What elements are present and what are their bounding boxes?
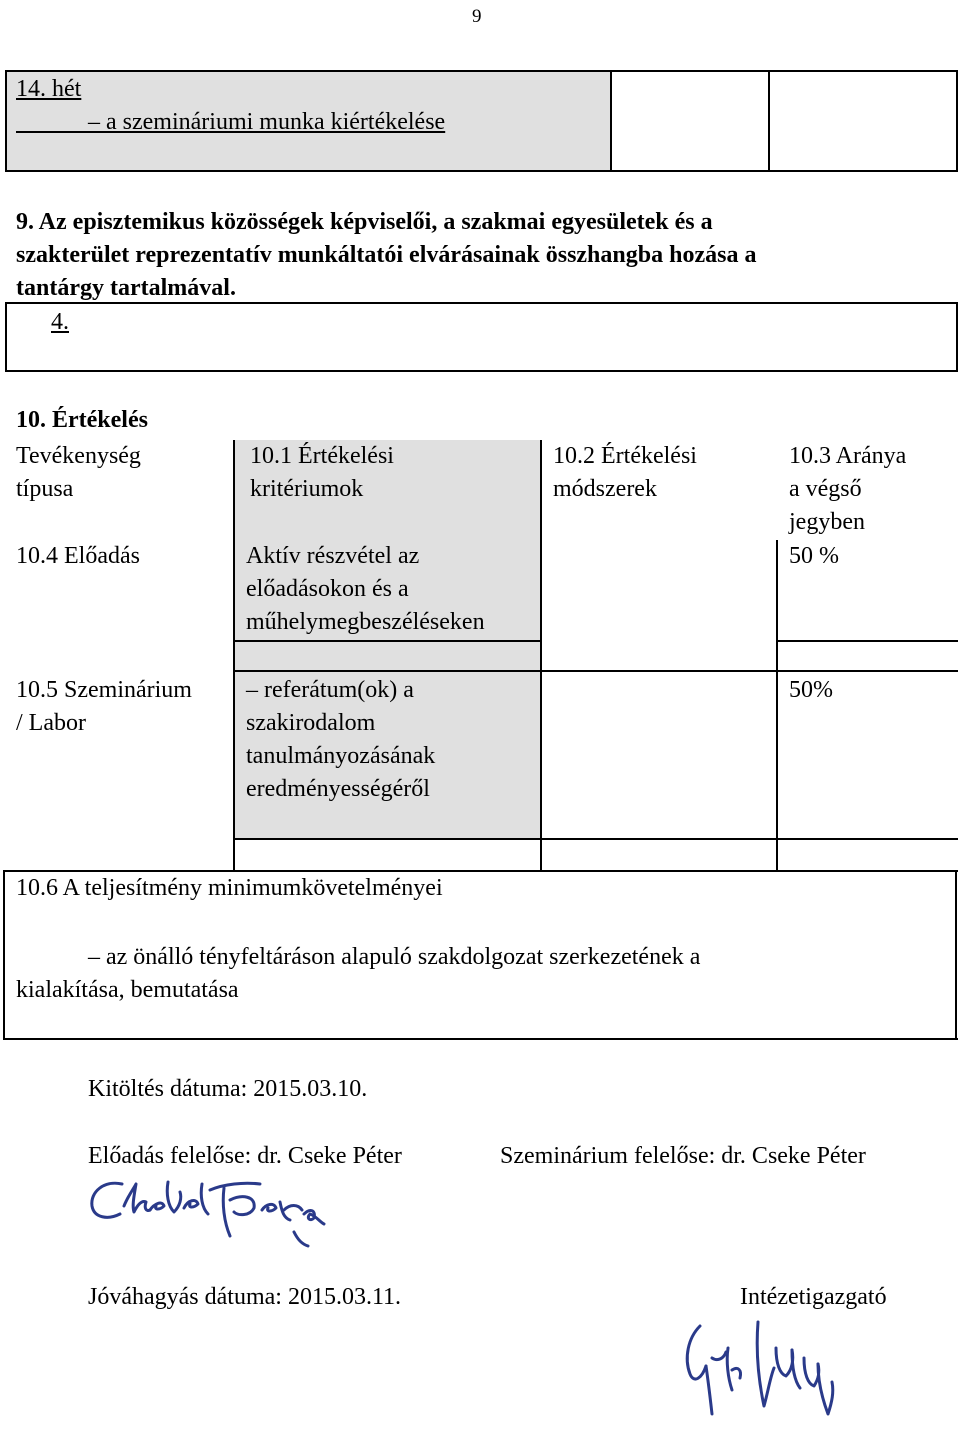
section9-line-1: 9. Az episztemikus közösségek képviselői, a szakmai egyesületek és a	[16, 209, 713, 235]
row2-criteria-2: szakirodalom	[246, 710, 376, 736]
header-ratio-2: a végső	[789, 476, 862, 502]
min-requirements-line-2: kialakítása, bemutatása	[16, 977, 239, 1003]
week14-label: 14. hét	[16, 76, 82, 102]
approval-date: Jóváhagyás dátuma: 2015.03.11.	[88, 1284, 402, 1310]
header-criteria-2: kritériumok	[250, 476, 364, 502]
criteria-row1-extra-cell	[235, 640, 542, 672]
section9-line-2: szakterület reprezentatív munkáltatói elvárásainak összhangba hozása a	[16, 242, 757, 268]
row2-criteria-3: tanulmányozásának	[246, 743, 436, 769]
row2-ratio: 50%	[789, 677, 833, 703]
director-label: Intézetigazgató	[740, 1284, 887, 1310]
row1-ratio: 50 %	[789, 543, 839, 569]
week14-empty-cell-2	[768, 70, 958, 172]
header-ratio-3: jegyben	[789, 509, 865, 535]
header-methods-1: 10.2 Értékelési	[553, 443, 697, 469]
page-number: 9	[472, 6, 482, 27]
section10-heading: 10. Értékelés	[16, 407, 148, 433]
min-requirements-line-1-text: – az önálló tényfeltáráson alapuló szakdolgozat szerkezetének a	[88, 944, 701, 970]
section9-box	[5, 302, 958, 372]
header-ratio-1: 10.3 Aránya	[789, 443, 907, 469]
week14-item	[16, 106, 445, 139]
section9-line-3: tantárgy tartalmával.	[16, 275, 236, 301]
row1-criteria-2: előadásokon és a	[246, 576, 409, 602]
section9-item: 4.	[51, 309, 69, 335]
signature-1	[84, 1170, 334, 1250]
header-methods-2: módszerek	[553, 476, 657, 502]
seminar-responsible: Szeminárium felelőse: dr. Cseke Péter	[500, 1143, 866, 1169]
min-requirements-label: 10.6 A teljesítmény minimumkövetelményei	[16, 875, 443, 901]
header-activity-type-1: Tevékenység	[16, 443, 141, 469]
min-requirements-line-1	[16, 941, 700, 974]
row2-type-2: / Labor	[16, 710, 86, 736]
row2-type-1: 10.5 Szeminárium	[16, 677, 192, 703]
lecture-responsible: Előadás felelőse: dr. Cseke Péter	[88, 1143, 402, 1169]
row1-criteria-1: Aktív részvétel az	[246, 543, 420, 569]
header-activity-type-2: típusa	[16, 476, 74, 502]
fill-date: Kitöltés dátuma: 2015.03.10.	[88, 1076, 368, 1102]
row2-criteria-4: eredményességéről	[246, 776, 430, 802]
row2-criteria-1: – referátum(ok) a	[246, 677, 414, 703]
week14-empty-cell-1	[610, 70, 770, 172]
row1-criteria-3: műhelymegbeszéléseken	[246, 609, 485, 635]
row1-type: 10.4 Előadás	[16, 543, 140, 569]
week14-item-text: – a szemináriumi munka kiértékelése	[88, 109, 446, 135]
signature-2	[680, 1318, 840, 1422]
header-criteria-1: 10.1 Értékelési	[250, 443, 394, 469]
